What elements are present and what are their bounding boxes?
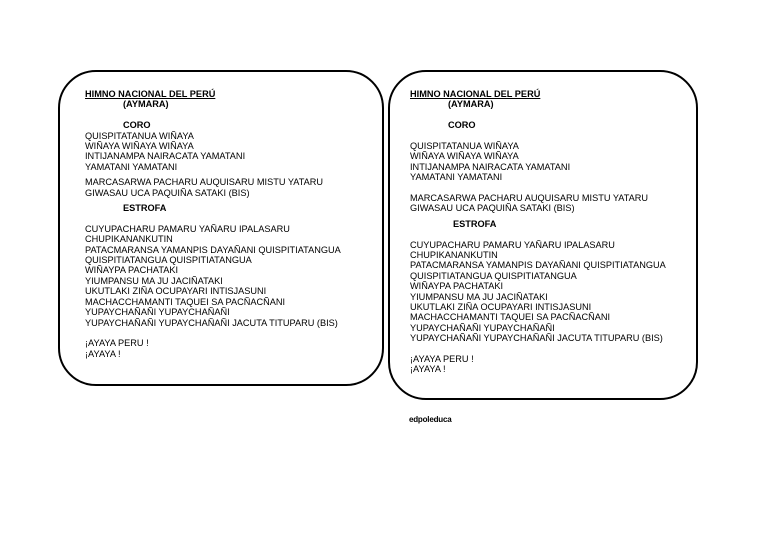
closing-line: ¡AYAYA ! xyxy=(410,364,446,375)
lyric-line: MACHACCHAMANTI TAQUEI SA PACÑACÑANI xyxy=(85,296,286,307)
estrofa-heading: ESTROFA xyxy=(453,218,497,229)
lyric-line: YUPAYCHAÑAÑI YUPAYCHAÑAÑI xyxy=(85,307,230,318)
lyric-line: QUISPITIATANGUA QUISPITIATANGUA xyxy=(85,255,252,266)
lyric-line: MARCASARWA PACHARU AUQUISARU MISTU YATARU xyxy=(85,177,324,188)
lyric-line: YUPAYCHAÑAÑI YUPAYCHAÑAÑI JACUTA TITUPARU (BIS) xyxy=(85,317,338,328)
lyric-line: WIÑAYA WIÑAYA WIÑAYA xyxy=(410,151,519,162)
anthem-subtitle: (AYMARA) xyxy=(448,99,494,110)
lyrics-card-right xyxy=(388,70,698,400)
lyrics-content xyxy=(410,89,666,375)
lyric-line: YIUMPANSU MA JU JACIÑATAKI xyxy=(85,275,223,286)
lyric-line: WIÑAYPA PACHATAKI xyxy=(410,281,504,292)
lyric-line: GIWASAU UCA PAQUIÑA SATAKI (BIS) xyxy=(85,187,250,198)
lyrics-card-left xyxy=(58,70,384,386)
footer-credit: edpoleduca xyxy=(409,415,452,424)
lyric-line: PATACMARANSA YAMANPIS DAYAÑANI QUISPITIATANGUA xyxy=(85,244,341,255)
coro-heading: CORO xyxy=(448,120,476,131)
lyric-line: CHUPIKANANKUTIN xyxy=(410,250,498,261)
lyric-line: YUPAYCHAÑAÑI YUPAYCHAÑAÑI JACUTA TITUPARU (BIS) xyxy=(410,333,663,344)
lyric-line: WIÑAYA WIÑAYA WIÑAYA xyxy=(85,141,194,152)
lyric-line: MACHACCHAMANTI TAQUEI SA PACÑACÑANI xyxy=(410,312,611,323)
lyric-line: INTIJANAMPA NAIRACATA YAMATANI xyxy=(85,151,246,162)
lyric-line: WIÑAYPA PACHATAKI xyxy=(85,265,179,276)
anthem-title: HIMNO NACIONAL DEL PERÚ xyxy=(410,89,541,99)
lyric-line: UKUTLAKI ZIÑA OCUPAYARI INTISJASUNI xyxy=(410,302,592,313)
closing-line: ¡AYAYA PERU ! xyxy=(410,354,474,365)
estrofa-heading: ESTROFA xyxy=(123,203,167,214)
lyric-line: QUISPITATANUA WIÑAYA xyxy=(410,141,519,151)
lyric-line: PATACMARANSA YAMANPIS DAYAÑANI QUISPITIATANGUA xyxy=(410,260,666,271)
lyric-line: YUPAYCHAÑAÑI YUPAYCHAÑAÑI xyxy=(410,322,555,333)
lyric-line: YIUMPANSU MA JU JACIÑATAKI xyxy=(410,291,548,302)
lyric-line: CUYUPACHARU PAMARU YAÑARU IPALASARU xyxy=(85,223,290,234)
lyric-line: QUISPITIATANGUA QUISPITIATANGUA xyxy=(410,270,577,281)
anthem-title: HIMNO NACIONAL DEL PERÚ xyxy=(85,89,216,99)
lyrics-content xyxy=(85,89,341,359)
lyric-line: CHUPIKANANKUTIN xyxy=(85,234,173,245)
lyric-line: GIWASAU UCA PAQUIÑA SATAKI (BIS) xyxy=(410,203,575,214)
lyric-line: QUISPITATANUA WIÑAYA xyxy=(85,130,194,141)
closing-line: ¡AYAYA PERU ! xyxy=(85,338,149,349)
closing-line: ¡AYAYA ! xyxy=(85,348,121,359)
lyric-line: UKUTLAKI ZIÑA OCUPAYARI INTISJASUNI xyxy=(85,286,267,297)
lyric-line: INTIJANAMPA NAIRACATA YAMATANI xyxy=(410,161,571,172)
lyric-line: MARCASARWA PACHARU AUQUISARU MISTU YATARU xyxy=(410,193,649,204)
lyric-line: YAMATANI YAMATANI xyxy=(410,172,503,183)
lyric-line: CUYUPACHARU PAMARU YAÑARU IPALASARU xyxy=(410,239,615,250)
anthem-subtitle: (AYMARA) xyxy=(123,99,169,110)
coro-heading: CORO xyxy=(123,120,151,131)
lyric-line: YAMATANI YAMATANI xyxy=(85,161,178,172)
